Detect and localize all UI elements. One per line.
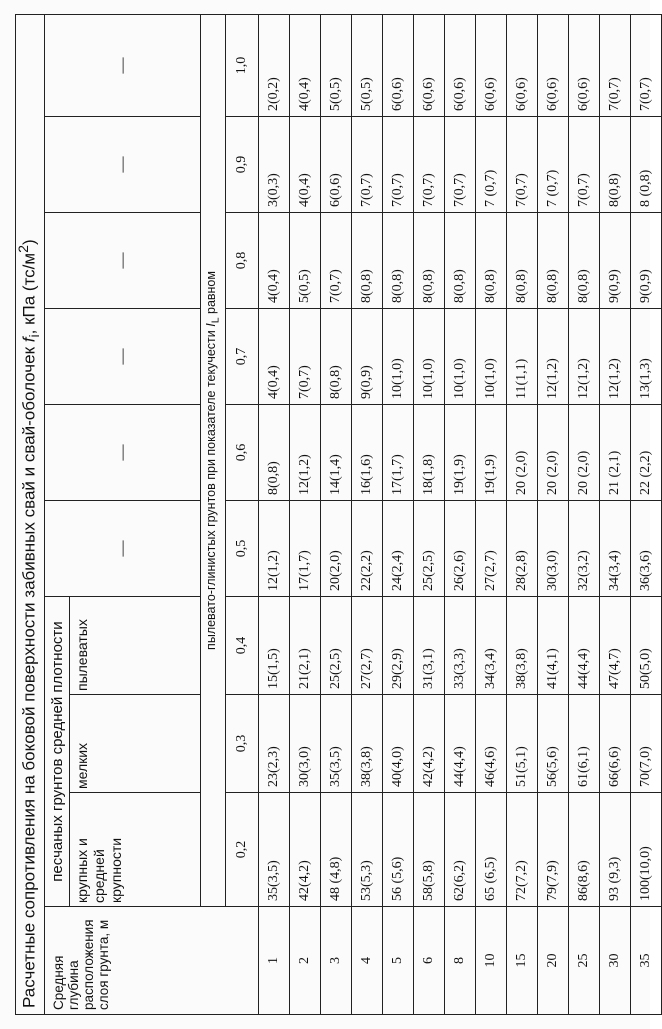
resistance-cell: 7(0,7) [290,309,321,405]
resistance-cell: 24(2,4) [383,501,414,597]
resistance-cell: 7(0,7) [600,14,631,116]
resistance-cell: 6(0,6) [476,14,507,116]
resistance-cell: 6(0,6) [538,14,569,116]
resistance-cell: 8(0,8) [352,213,383,309]
resistance-cell: 8(0,8) [259,405,290,501]
table-row [631,14,662,1014]
resistance-cell: 7(0,7) [321,213,352,309]
resistance-cell: 42(4,2) [290,793,321,907]
table-row [259,14,290,1014]
pile-resistance-table [15,14,662,1015]
il-value: 0,8 [226,213,259,309]
resistance-cell: 7 (0,7) [538,117,569,213]
resistance-cell: 65 (6,5) [476,793,507,907]
resistance-cell: 8(0,8) [414,213,445,309]
resistance-cell: 61(6,1) [569,695,600,793]
resistance-cell: 34(3,4) [476,597,507,695]
resistance-cell: 6(0,6) [445,14,476,116]
resistance-cell: 35(3,5) [321,695,352,793]
il-value: 0,4 [226,597,259,695]
resistance-cell: 2(0,2) [259,14,290,116]
resistance-cell: 47(4,7) [600,597,631,695]
depth-cell: 6 [414,907,445,1015]
resistance-cell: 42(4,2) [414,695,445,793]
table-body [259,14,662,1014]
depth-cell: 15 [507,907,538,1015]
resistance-cell: 8(0,8) [569,213,600,309]
resistance-cell: 13(1,3) [631,309,662,405]
resistance-cell: 56(5,6) [538,695,569,793]
resistance-cell: 8(0,8) [321,309,352,405]
resistance-cell: 35(3,5) [259,793,290,907]
table-row [445,14,476,1014]
resistance-cell: 5(0,5) [321,14,352,116]
resistance-cell: 58(5,8) [414,793,445,907]
resistance-cell: 44(4,4) [569,597,600,695]
dash-cell: — [45,117,201,213]
resistance-cell: 25(2,5) [414,501,445,597]
resistance-cell: 70(7,0) [631,695,662,793]
resistance-cell: 29(2,9) [383,597,414,695]
resistance-cell: 20 (2,0) [507,405,538,501]
resistance-cell: 10(1,0) [476,309,507,405]
resistance-cell: 31(3,1) [414,597,445,695]
resistance-cell: 4(0,4) [290,117,321,213]
resistance-cell: 41(4,1) [538,597,569,695]
resistance-cell: 7(0,7) [383,117,414,213]
dash-cell: — [45,309,201,405]
resistance-cell: 6(0,6) [507,14,538,116]
resistance-cell: 12(1,2) [290,405,321,501]
resistance-cell: 7(0,7) [631,14,662,116]
dash-cell: — [45,14,201,116]
sand-type-fine: мелких [70,695,201,793]
resistance-cell: 50(5,0) [631,597,662,695]
resistance-cell: 20 (2,0) [569,405,600,501]
resistance-cell: 7(0,7) [507,117,538,213]
resistance-cell: 6(0,6) [414,14,445,116]
resistance-cell: 51(5,1) [507,695,538,793]
resistance-cell: 6(0,6) [569,14,600,116]
resistance-cell: 23(2,3) [259,695,290,793]
resistance-cell: 10(1,0) [414,309,445,405]
resistance-cell: 4(0,4) [259,213,290,309]
resistance-cell: 72(7,2) [507,793,538,907]
resistance-cell: 12(1,2) [538,309,569,405]
resistance-cell: 17(1,7) [290,501,321,597]
resistance-cell: 7 (0,7) [476,117,507,213]
resistance-cell: 12(1,2) [600,309,631,405]
depth-cell: 8 [445,907,476,1015]
resistance-cell: 5(0,5) [290,213,321,309]
rotated-table-wrapper [15,15,653,1015]
resistance-cell: 8 (0,8) [631,117,662,213]
resistance-cell: 10(1,0) [383,309,414,405]
silty-group-header: пылевато-глинистых грунтов при показателе текучести $I_L$ равном [201,14,226,906]
resistance-cell: 33(3,3) [445,597,476,695]
resistance-cell: 36(3,6) [631,501,662,597]
depth-cell: 4 [352,907,383,1015]
depth-cell: 25 [569,907,600,1015]
depth-column-header: Средняя глубина расположения слоя грунта, м [45,907,259,1015]
depth-cell: 3 [321,907,352,1015]
resistance-cell: 79(7,9) [538,793,569,907]
resistance-cell: 38(3,8) [352,695,383,793]
depth-cell: 1 [259,907,290,1015]
table-row [476,14,507,1014]
resistance-cell: 7(0,7) [569,117,600,213]
resistance-cell: 32(3,2) [569,501,600,597]
resistance-cell: 3(0,3) [259,117,290,213]
resistance-cell: 15(1,5) [259,597,290,695]
dash-cell: — [45,213,201,309]
il-value: 0,7 [226,309,259,405]
resistance-cell: 8(0,8) [538,213,569,309]
resistance-cell: 27(2,7) [352,597,383,695]
table-row [352,14,383,1014]
resistance-cell: 10(1,0) [445,309,476,405]
resistance-cell: 18(1,8) [414,405,445,501]
resistance-cell: 21(2,1) [290,597,321,695]
sand-type-coarse: крупных и средней крупности [70,793,201,907]
il-value: 0,2 [226,793,259,907]
resistance-cell: 28(2,8) [507,501,538,597]
resistance-cell: 8(0,8) [600,117,631,213]
resistance-cell: 9(0,9) [352,309,383,405]
resistance-cell: 14(1,4) [321,405,352,501]
resistance-cell: 53(5,3) [352,793,383,907]
il-value: 0,3 [226,695,259,793]
depth-cell: 5 [383,907,414,1015]
resistance-cell: 17(1,7) [383,405,414,501]
resistance-cell: 30(3,0) [538,501,569,597]
resistance-cell: 12(1,2) [569,309,600,405]
depth-cell: 10 [476,907,507,1015]
resistance-cell: 11(1,1) [507,309,538,405]
il-value: 0,5 [226,501,259,597]
depth-cell: 20 [538,907,569,1015]
resistance-cell: 9(0,9) [600,213,631,309]
il-value: 0,9 [226,117,259,213]
depth-cell: 30 [600,907,631,1015]
resistance-cell: 5(0,5) [352,14,383,116]
il-values-row [226,14,259,1014]
resistance-cell: 46(4,6) [476,695,507,793]
resistance-cell: 38(3,8) [507,597,538,695]
depth-cell: 35 [631,907,662,1015]
table-row [290,14,321,1014]
resistance-cell: 48 (4,8) [321,793,352,907]
sand-type-silty: пылеватых [70,597,201,695]
resistance-cell: 22 (2,2) [631,405,662,501]
resistance-cell: 8(0,8) [507,213,538,309]
resistance-cell: 21 (2,1) [600,405,631,501]
resistance-cell: 27(2,7) [476,501,507,597]
resistance-cell: 34(3,4) [600,501,631,597]
resistance-cell: 25(2,5) [321,597,352,695]
dash-cell: — [45,405,201,501]
resistance-cell: 12(1,2) [259,501,290,597]
resistance-cell: 9(0,9) [631,213,662,309]
resistance-cell: 30(3,0) [290,695,321,793]
resistance-cell: 8(0,8) [383,213,414,309]
resistance-cell: 40(4,0) [383,695,414,793]
sand-group-header: песчаных грунтов средней плотности [45,597,70,907]
resistance-cell: 8(0,8) [476,213,507,309]
resistance-cell: 6(0,6) [383,14,414,116]
table-row [569,14,600,1014]
resistance-cell: 7(0,7) [352,117,383,213]
resistance-cell: 62(6,2) [445,793,476,907]
table-row [600,14,631,1014]
table-title: Расчетные сопротивления на боковой поверхности забивных свай и свай-оболочек $f_i$, кПа $(тс/м^2)$ [16,14,45,1014]
resistance-cell: 7(0,7) [414,117,445,213]
resistance-cell: 93 (9,3) [600,793,631,907]
dash-cell: — [45,501,201,597]
resistance-cell: 20 (2,0) [538,405,569,501]
resistance-cell: 20(2,0) [321,501,352,597]
depth-cell: 2 [290,907,321,1015]
resistance-cell: 19(1,9) [476,405,507,501]
table-row [321,14,352,1014]
resistance-cell: 4(0,4) [290,14,321,116]
resistance-cell: 6(0,6) [321,117,352,213]
resistance-cell: 4(0,4) [259,309,290,405]
resistance-cell: 22(2,2) [352,501,383,597]
resistance-cell: 7(0,7) [445,117,476,213]
table-row [507,14,538,1014]
resistance-cell: 26(2,6) [445,501,476,597]
resistance-cell: 86(8,6) [569,793,600,907]
resistance-cell: 66(6,6) [600,695,631,793]
resistance-cell: 56 (5,6) [383,793,414,907]
il-value: 1,0 [226,14,259,116]
table-row [538,14,569,1014]
table-row [414,14,445,1014]
il-value: 0,6 [226,405,259,501]
table-row [383,14,414,1014]
resistance-cell: 16(1,6) [352,405,383,501]
resistance-cell: 8(0,8) [445,213,476,309]
resistance-cell: 100(10,0) [631,793,662,907]
resistance-cell: 44(4,4) [445,695,476,793]
resistance-cell: 19(1,9) [445,405,476,501]
